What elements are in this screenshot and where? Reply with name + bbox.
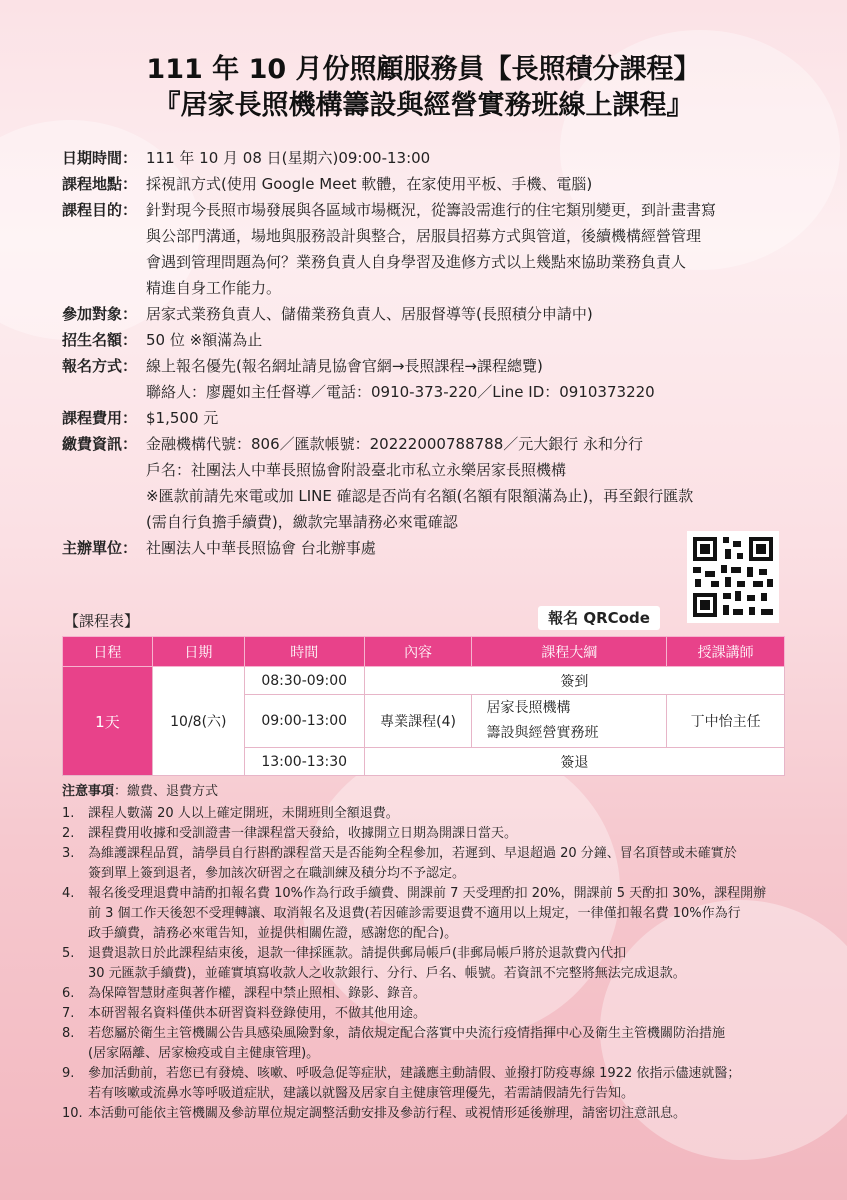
page-title: 111 年 10 月份照顧服務員【長照積分課程】 <box>146 54 701 85</box>
time-cell: 08:30-09:00 <box>244 667 364 695</box>
note-item: 9. 參加活動前，若您已有發燒、咳嗽、呼吸急促等症狀，建議應主動請假、並撥打防疫專線 1922 依指示儘速就醫； 若有咳嗽或流鼻水等呼吸道症狀，建議以就醫及居家自主健康管理優先，若需請假請先行告知。 <box>62 1066 741 1101</box>
note-item: 10. 本活動可能依主管機關及參訪單位規定調整活動安排及參訪行程、或視情形延後辦理，請密切注意訊息。 <box>62 1106 687 1121</box>
schedule-table <box>62 636 785 776</box>
notes-heading: 注意事項 <box>62 784 115 799</box>
note-item: 5. 退費退款日於此課程結束後，退款一律採匯款。請提供郵局帳戶(非郵局帳戶將於退款費內代扣 30 元匯款手續費)，並確實填寫收款人之收款銀行、分行、戶名、帳號。若資訊不完整將無法完成退款。 <box>62 946 686 981</box>
schedule-label: 【課程表】 <box>64 612 140 630</box>
info-payment: 繳費資訊： 金融機構代號：806／匯款帳號：20222000788788／元大銀行 永和分行 戶名：社團法人中華長照協會附設臺北市私立永樂居家長照機構 ※匯款前請先來電或加 LINE 確認是否尚有名額(名額有限額滿為止)，再至銀行匯款 (需自行負擔手續費)，繳款完畢請務必來電確認 <box>62 435 694 531</box>
notes-heading-line <box>62 782 802 802</box>
note-item: 8. 若您屬於衛生主管機關公告具感染風險對象，請依規定配合落實中央流行疫情指揮中心及衛生主管機關防治措施 (居家隔離、居家檢疫或自主健康管理)。 <box>62 1026 726 1061</box>
note-item: 2. 課程費用收據和受訓證書一律課程當天發給，收據開立日期為開課日當天。 <box>62 826 518 841</box>
note-item: 3. 為維護課程品質，請學員自行斟酌課程當天是否能夠全程參加，若遲到、早退超過 20 分鐘、冒名頂替或未確實於 簽到單上簽到退者，參加該次研習之在職訓練及積分均不予認定。 <box>62 846 737 881</box>
info-capacity: 招生名額： 50 位 ※額滿為止 <box>62 331 263 349</box>
note-item: 7. 本研習報名資料僅供本研習資料登錄使用，不做其他用途。 <box>62 1006 427 1021</box>
info-date: 日期時間： 111 年 10 月 08 日(星期六)09:00-13:00 <box>62 149 431 167</box>
info-audience: 參加對象： 居家式業務負責人、儲備業務負責人、居服督導等(長照積分申請中) <box>62 305 593 323</box>
time-cell: 09:00-13:00 <box>244 695 364 748</box>
info-organizer: 主辦單位： 社團法人中華長照協會 台北辦事處 <box>62 539 376 557</box>
notes-heading-suffix: ：繳費、退費方式 <box>114 784 219 799</box>
note-item: 6. 為保障智慧財產與著作權，課程中禁止照相、錄影、錄音。 <box>62 986 427 1001</box>
table-row <box>63 667 785 695</box>
table-header-row <box>63 637 785 667</box>
qr-code-icon[interactable] <box>687 531 779 623</box>
notes-section <box>62 782 802 1124</box>
qr-code-label: 報名 QRCode <box>538 606 660 630</box>
info-purpose: 課程目的： 針對現今長照市場發展與各區域市場概況，從籌設需進行的住宅類別變更，到計畫書寫 與公部門溝通，場地與服務設計與整合，居服員招募方式與管道，後續機構經營管理 會遇到管理問題為何？業務負責人自身學習及進修方式以上幾點來協助業務負責人 精進自身工作能力。 <box>62 201 717 297</box>
header-date: 日期 <box>152 637 244 667</box>
teacher-cell: 丁中怡主任 <box>667 695 785 748</box>
day-cell: 1天 <box>63 667 153 776</box>
checkin-cell: 簽到 <box>364 667 784 695</box>
course-info <box>62 145 792 561</box>
time-cell: 13:00-13:30 <box>244 748 364 776</box>
note-item: 4. 報名後受理退費申請酌扣報名費 10%作為行政手續費、開課前 7 天受理酌扣 20%，開課前 5 天酌扣 30%，課程開辦 前 3 個工作天後恕不受理轉讓、取消報名及退費(若因確診需要退費不適用以上規定，一律僅扣報名費 10%作為行 政手續費，請務必來電告知，並提供相關佐證，感謝您的配合)。 <box>62 886 767 941</box>
info-location: 課程地點： 採視訊方式(使用 Google Meet 軟體，在家使用平板、手機、電腦) <box>62 175 593 193</box>
info-fee: 課程費用： $1,500 元 <box>62 409 219 427</box>
checkout-cell: 簽退 <box>364 748 784 776</box>
outline-cell: 居家長照機構 籌設與經營實務班 <box>472 695 667 748</box>
header-teacher: 授課講師 <box>667 637 785 667</box>
page-subtitle: 『居家長照機構籌設與經營實務班線上課程』 <box>153 90 694 121</box>
header-day: 日程 <box>63 637 153 667</box>
info-registration: 報名方式： 線上報名優先(報名網址請見協會官網→長照課程→課程總覽) 聯絡人：廖麗如主任督導／電話：0910-373-220／Line ID：0910373220 <box>62 357 655 401</box>
header-time: 時間 <box>244 637 364 667</box>
header-outline: 課程大綱 <box>472 637 667 667</box>
content-cell: 專業課程(4) <box>364 695 472 748</box>
date-cell: 10/8(六) <box>152 667 244 776</box>
note-item: 1. 課程人數滿 20 人以上確定開班，未開班則全額退費。 <box>62 806 399 821</box>
header-content: 內容 <box>364 637 472 667</box>
